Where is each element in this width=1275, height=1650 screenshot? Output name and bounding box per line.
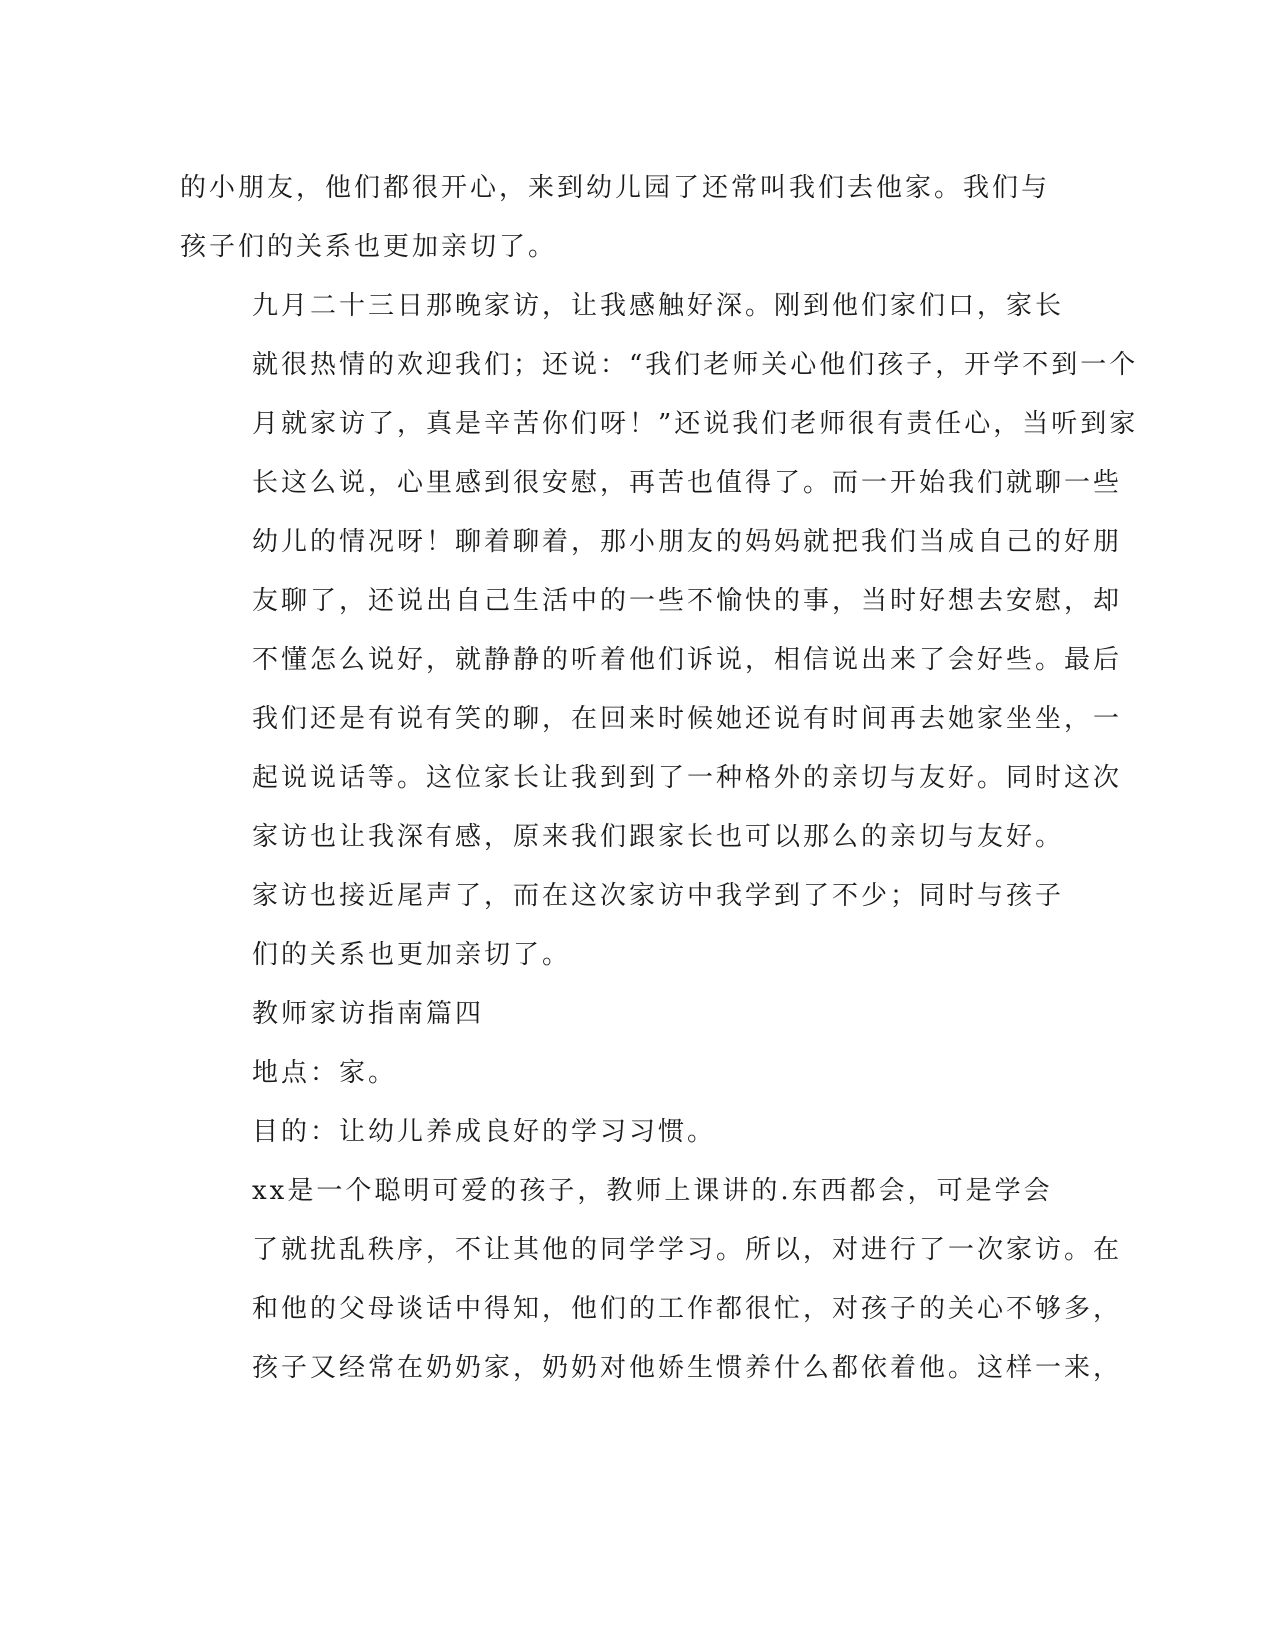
- text-line: 目的：让幼儿养成良好的学习习惯。: [252, 1117, 717, 1147]
- text-line: 长这么说，心里感到很安慰，再苦也值得了。而一开始我们就聊一些: [252, 468, 1123, 498]
- paragraph: [180, 985, 1030, 1044]
- text-line: 们的关系也更加亲切了。: [252, 940, 572, 970]
- text-line: xx是一个聪明可爱的孩子，教师上课讲的.东西都会，可是学会: [252, 1176, 1053, 1206]
- text-line: 就很热情的欢迎我们；还说：“我们老师关心他们孩子，开学不到一个: [252, 350, 1139, 380]
- paragraph: [180, 1044, 1030, 1103]
- text-line: 家访也接近尾声了，而在这次家访中我学到了不少；同时与孩子: [252, 881, 1065, 911]
- paragraph: [180, 867, 1065, 985]
- text-line: 月就家访了，真是辛苦你们呀！”还说我们老师很有责任心，当听到家: [252, 409, 1139, 439]
- text-line: 的小朋友，他们都很开心，来到幼儿园了还常叫我们去他家。我们与: [180, 173, 1051, 203]
- text-line: 幼儿的情况呀！聊着聊着，那小朋友的妈妈就把我们当成自己的好朋: [252, 527, 1123, 557]
- paragraph: [180, 1162, 1123, 1398]
- text-line: 九月二十三日那晚家访，让我感触好深。刚到他们家们口，家长: [252, 291, 1065, 321]
- paragraph: [180, 1103, 1030, 1162]
- text-line: 地点：家。: [252, 1058, 398, 1088]
- text-line: 孩子又经常在奶奶家，奶奶对他娇生惯养什么都依着他。这样一来，: [252, 1353, 1123, 1383]
- text-line: 了就扰乱秩序，不让其他的同学学习。所以，对进行了一次家访。在: [252, 1235, 1123, 1265]
- text-line: 友聊了，还说出自己生活中的一些不愉快的事，当时好想去安慰，却: [252, 586, 1123, 616]
- text-line: 教师家访指南篇四: [252, 999, 485, 1029]
- text-line: 我们还是有说有笑的聊，在回来时候她还说有时间再去她家坐坐，一: [252, 704, 1123, 734]
- text-line: 和他的父母谈话中得知，他们的工作都很忙，对孩子的关心不够多，: [252, 1294, 1123, 1324]
- text-line: 起说说话等。这位家长让我到到了一种格外的亲切与友好。同时这次: [252, 763, 1123, 793]
- paragraph: [180, 159, 1051, 277]
- paragraph: [180, 277, 1139, 867]
- text-line: 家访也让我深有感，原来我们跟家长也可以那么的亲切与友好。: [252, 822, 1065, 852]
- text-line: 不懂怎么说好，就静静的听着他们诉说，相信说出来了会好些。最后: [252, 645, 1123, 675]
- document-body: [180, 159, 1139, 1398]
- text-line: 孩子们的关系也更加亲切了。: [180, 232, 558, 262]
